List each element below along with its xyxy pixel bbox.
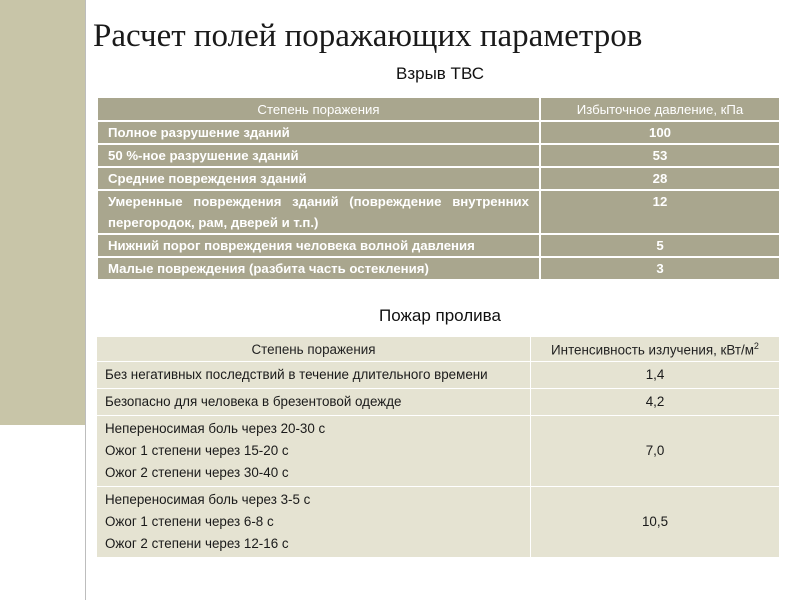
row-description: Малые повреждения (разбита часть остекления) [97, 257, 540, 280]
row-description [97, 389, 531, 416]
row-value: 4,2 [531, 389, 780, 416]
row-value: 1,4 [531, 362, 780, 389]
table-row [97, 121, 780, 144]
row-value: 7,0 [531, 416, 780, 487]
table-row [97, 416, 780, 487]
row-line: Ожог 2 степени через 12-16 с [105, 536, 289, 551]
row-line: Непереносимая боль через 20-30 с [105, 421, 326, 436]
row-value: 28 [540, 167, 780, 190]
table-row [97, 234, 780, 257]
explosion-table [96, 96, 781, 281]
table-row [97, 167, 780, 190]
row-description: 50 %-ное разрушение зданий [97, 144, 540, 167]
header-overpressure: Избыточное давление, кПа [540, 97, 780, 121]
header-damage-degree: Степень поражения [97, 97, 540, 121]
section-heading-explosion: Взрыв ТВС [396, 64, 484, 83]
row-value: 53 [540, 144, 780, 167]
vertical-divider [85, 0, 86, 600]
header-damage-degree: Степень поражения [97, 337, 531, 362]
table-row [97, 190, 780, 234]
table-row [97, 257, 780, 280]
header-radiation-text: Интенсивность излучения, кВт/м [551, 342, 754, 358]
row-value: 100 [540, 121, 780, 144]
row-value: 3 [540, 257, 780, 280]
table-row [97, 362, 780, 389]
header-unit-exponent: 2 [753, 340, 759, 351]
table-row [97, 389, 780, 416]
table-row [97, 144, 780, 167]
row-description: Полное разрушение зданий [97, 121, 540, 144]
header-radiation-intensity [531, 337, 780, 362]
row-description [97, 487, 531, 558]
section-heading-fire: Пожар пролива [379, 306, 501, 325]
row-description: Средние повреждения зданий [97, 167, 540, 190]
row-value: 5 [540, 234, 780, 257]
row-line: Без негативных последствий в течение длительного времени [105, 367, 488, 382]
row-description: Умеренные повреждения зданий (повреждение внутренних перегородок, рам, дверей и т.п.) [97, 190, 540, 234]
slide-title: Расчет полей поражающих параметров [93, 18, 643, 54]
row-value: 12 [540, 190, 780, 234]
table-header-row [97, 97, 780, 121]
row-line: Ожог 1 степени через 15-20 с [105, 443, 289, 458]
row-line: Ожог 2 степени через 30-40 с [105, 465, 289, 480]
row-value: 10,5 [531, 487, 780, 558]
fire-table [96, 336, 780, 558]
row-line: Непереносимая боль через 3-5 с [105, 492, 311, 507]
row-description [97, 362, 531, 389]
row-description: Нижний порог повреждения человека волной давления [97, 234, 540, 257]
table-header-row [97, 337, 780, 362]
row-line: Безопасно для человека в брезентовой одежде [105, 394, 402, 409]
row-description [97, 416, 531, 487]
row-line: Ожог 1 степени через 6-8 с [105, 514, 274, 529]
table-row [97, 487, 780, 558]
